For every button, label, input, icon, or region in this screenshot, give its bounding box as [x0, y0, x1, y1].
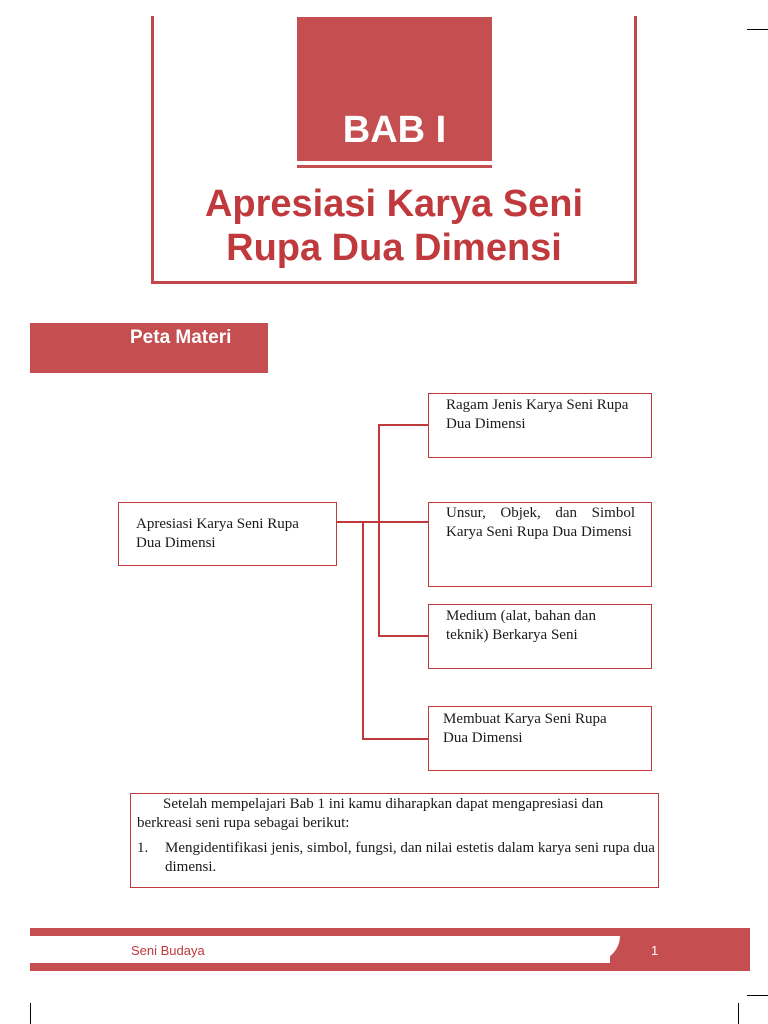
- crop-mark-bottom-right-v: [738, 1003, 739, 1024]
- connector-branch-3: [378, 635, 429, 637]
- objective-item: [137, 839, 658, 877]
- chapter-title-line-2: Rupa Dua Dimensi: [226, 227, 562, 269]
- footer-inner-band: [30, 936, 610, 963]
- section-heading-bar: [30, 323, 268, 373]
- objective-number: 1.: [137, 840, 149, 856]
- mindmap-branch-2: [428, 502, 652, 587]
- crop-mark-bottom-right-h: [747, 995, 768, 996]
- mindmap-branch-2-label: Unsur, Objek, dan Simbol Karya Seni Rupa Dua Dimensi: [446, 505, 635, 540]
- crop-mark-top-right: [747, 29, 768, 30]
- connector-branch-4: [362, 738, 429, 740]
- page-number: 1: [651, 943, 659, 958]
- connector-vertical-outer: [362, 521, 364, 739]
- chapter-label-underline: [297, 165, 492, 168]
- mindmap-branch-4-label: Membuat Karya Seni Rupa Dua Dimensi: [443, 711, 607, 746]
- connector-vertical-inner: [378, 424, 380, 636]
- footer-subject: Seni Budaya: [131, 943, 205, 958]
- mindmap-branch-4: [428, 706, 652, 771]
- mindmap-branch-1-label: Ragam Jenis Karya Seni Rupa Dua Dimensi: [446, 397, 629, 432]
- mindmap-branch-3: [428, 604, 652, 669]
- crop-mark-bottom-left: [30, 1003, 31, 1024]
- objectives-box: [130, 793, 659, 888]
- chapter-label-box: [297, 17, 492, 161]
- chapter-label: BAB I: [342, 109, 447, 151]
- mindmap-root-label: Apresiasi Karya Seni Rupa Dua Dimensi: [136, 516, 299, 551]
- connector-root-right: [336, 521, 429, 523]
- objective-text: Mengidentifikasi jenis, simbol, fungsi, dan nilai estetis dalam karya seni rupa dua dimensi.: [165, 840, 655, 875]
- mindmap-root: [118, 502, 337, 566]
- chapter-title-line-1: Apresiasi Karya Seni: [204, 183, 584, 225]
- mindmap-branch-1: [428, 393, 652, 458]
- section-heading: Peta Materi: [130, 327, 232, 348]
- objectives-intro: Setelah mempelajari Bab 1 ini kamu diharapkan dapat mengapresiasi dan berkreasi seni rupa sebagai berikut:: [137, 796, 604, 831]
- chapter-title: [160, 182, 628, 270]
- connector-branch-1: [378, 424, 429, 426]
- mindmap-branch-3-label: Medium (alat, bahan dan teknik) Berkarya Seni: [446, 608, 596, 643]
